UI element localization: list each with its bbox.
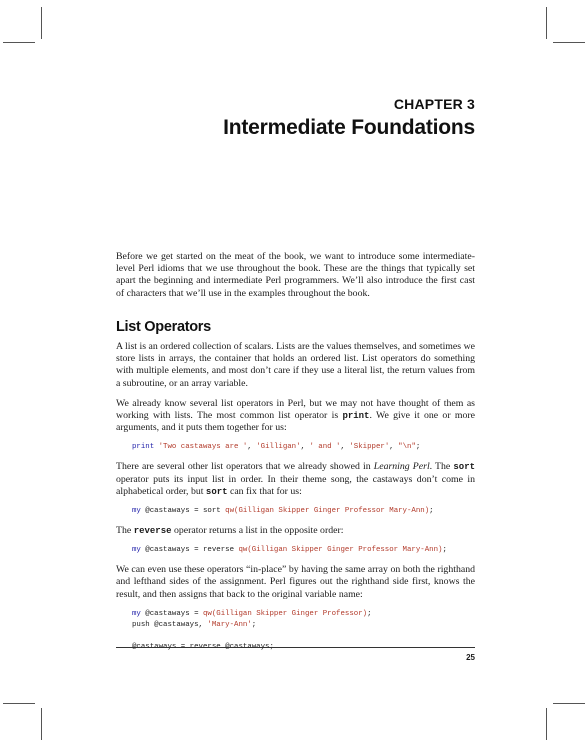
footer-rule — [116, 647, 475, 648]
code-block-sort: my @castaways = sort qw(Gilligan Skipper Ginger Professor Mary-Ann); — [132, 507, 434, 516]
crop-mark-bottom-right — [546, 708, 547, 740]
inline-code-print: print — [342, 411, 370, 422]
paragraph-print-intro: We already know several list operators in Perl, but we may not have thought of them as working with lists. The most common list operator is print. We give it one or more arguments, and it puts them together for us: — [116, 397, 475, 434]
intro-paragraph: Before we get started on the meat of the book, we want to introduce some intermediate-level Perl idioms that we use throughout the book. These are the things that typically set apart the beginning and intermediate Perl programmers. We’ll also introduce the first cast of characters that we’ll use in the examples throughout the book. — [116, 251, 475, 299]
page-content — [116, 251, 475, 661]
crop-mark-top-left-h — [3, 42, 35, 43]
paragraph-in-place: We can even use these operators “in-place” by having the same array on both the righthand and lefthand sides of the assignment. Perl figures out the righthand side first, knows the result, and then assigns that back to the original variable name: — [116, 564, 475, 600]
code-block-in-place: my @castaways = qw(Gilligan Skipper Ginger Professor); push @castaways, 'Mary-Ann'; — [132, 609, 372, 629]
crop-mark-top-left — [41, 7, 42, 39]
crop-mark-bottom-right-h — [553, 703, 585, 704]
chapter-title: Intermediate Foundations — [223, 116, 475, 139]
crop-mark-top-right — [546, 7, 547, 39]
chapter-label: CHAPTER 3 — [393, 96, 475, 112]
inline-code-sort: sort — [453, 462, 475, 473]
crop-mark-top-right-h — [553, 42, 585, 43]
code-block-reverse: my @castaways = reverse qw(Gilligan Skipper Ginger Professor Mary-Ann); — [132, 546, 447, 555]
inline-code-sort-2: sort — [205, 486, 228, 497]
crop-mark-bottom-left-h — [3, 703, 35, 704]
paragraph-sort-intro: There are several other list operators that we already showed in Learning Perl. The sort operator puts its input list in order. In their theme song, the castaways don’t come in alphabetical order, but sort can fix that for us: — [116, 461, 475, 497]
book-title-learning-perl: Learning Perl — [373, 461, 430, 473]
crop-mark-bottom-left — [41, 708, 42, 740]
paragraph-list-definition: A list is an ordered collection of scalars. Lists are the values themselves, and sometimes we store lists in arrays, the container that holds an ordered list. List operators do something with multiple elements, and most don’t care if they use a literal list, the return values from a subroutine, or an array variable. — [116, 341, 475, 389]
code-block-print: print 'Two castaways are ', 'Gilligan', ' and ', 'Skipper', "\n"; — [132, 443, 421, 452]
section-heading: List Operators — [116, 318, 211, 335]
paragraph-reverse-intro: The reverse operator returns a list in the opposite order: — [116, 525, 344, 537]
inline-code-reverse: reverse — [133, 526, 172, 537]
page-number: 25 — [466, 653, 475, 662]
